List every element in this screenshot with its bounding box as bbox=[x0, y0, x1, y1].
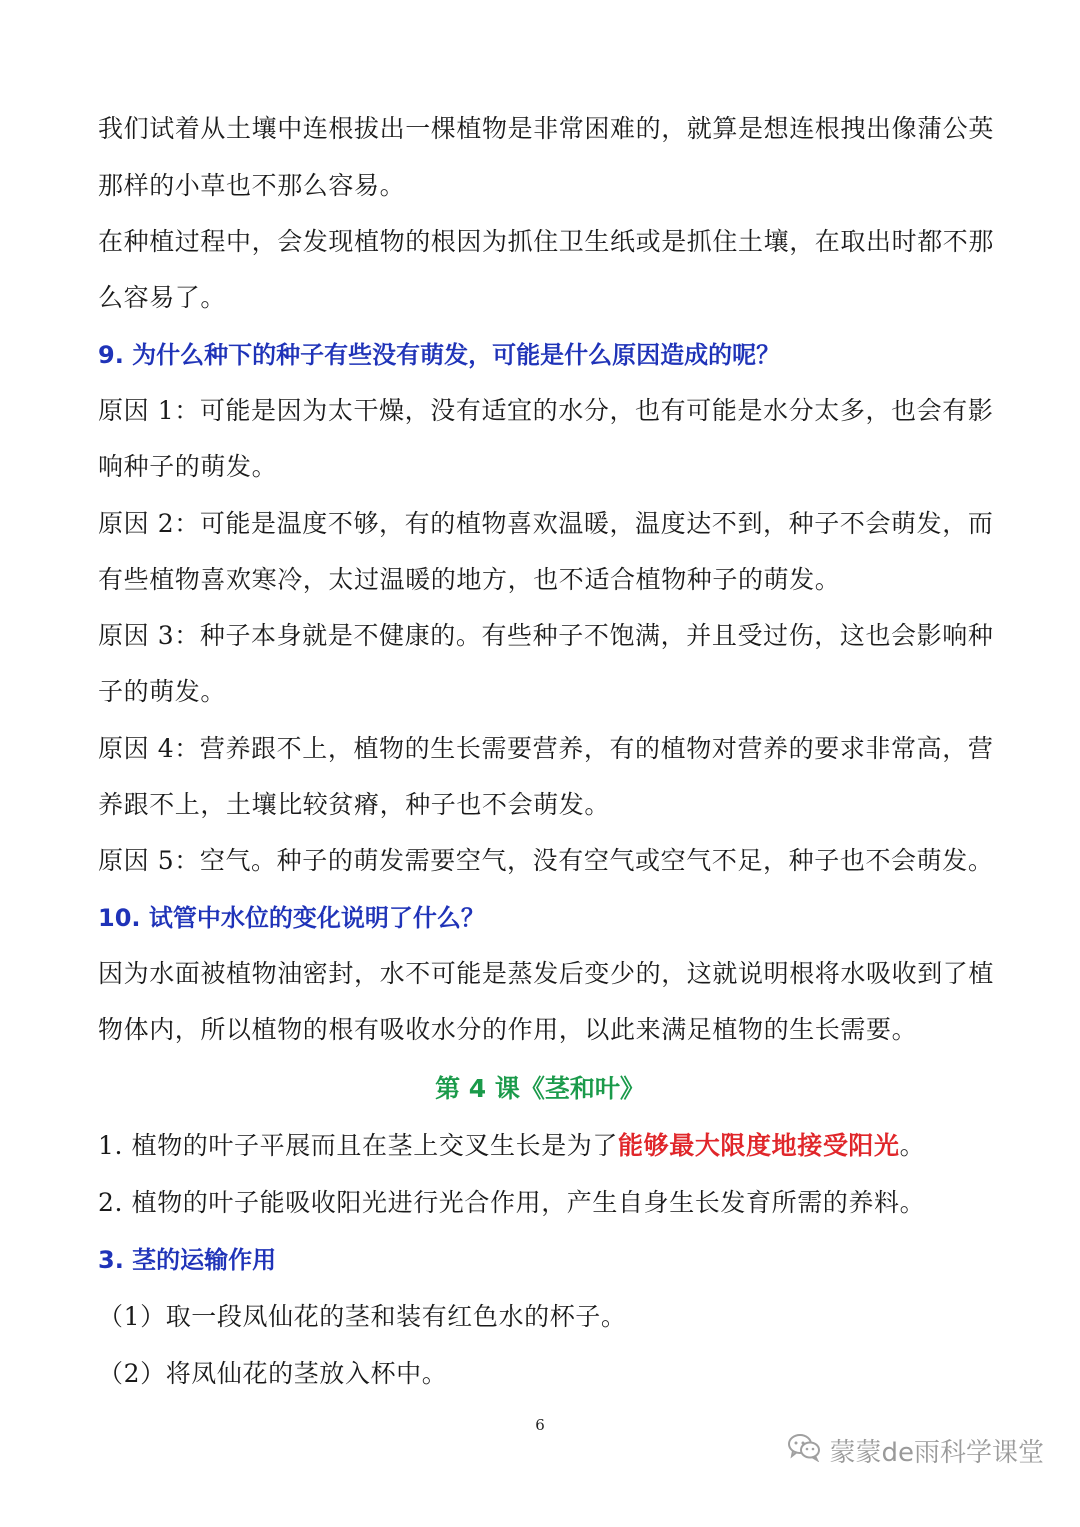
page-number: 6 bbox=[535, 1416, 545, 1434]
reason-3-line: 子的萌发。 bbox=[98, 677, 227, 706]
reason-4-line: 原因 4：营养跟不上，植物的生长需要营养，有的植物对营养的要求非常高，营 bbox=[98, 734, 994, 763]
question-9-heading: 9. 为什么种下的种子有些没有萌发，可能是什么原因造成的呢？ bbox=[98, 341, 781, 369]
item-1-highlight: 能够最大限度地接受阳光 bbox=[618, 1131, 900, 1160]
answer-10-line: 物体内，所以植物的根有吸收水分的作用，以此来满足植物的生长需要。 bbox=[98, 1015, 918, 1044]
lesson-4-item-1 bbox=[98, 1131, 988, 1161]
lesson-4-item-2: 2. 植物的叶子能吸收阳光进行光合作用，产生自身生长发育所需的养料。 bbox=[98, 1188, 926, 1217]
watermark-text: 蒙蒙de雨科学课堂 bbox=[829, 1437, 1044, 1468]
watermark bbox=[787, 1430, 1044, 1470]
paragraph-line: 在种植过程中，会发现植物的根因为抓住卫生纸或是抓住土壤，在取出时都不那 bbox=[98, 227, 995, 256]
reason-1-line: 响种子的萌发。 bbox=[98, 452, 278, 481]
wechat-icon bbox=[787, 1432, 821, 1469]
paragraph-line: 么容易了。 bbox=[98, 283, 227, 312]
question-10-heading: 10. 试管中水位的变化说明了什么？ bbox=[98, 904, 485, 932]
lesson-4-item-3-heading: 3. 茎的运输作用 bbox=[98, 1246, 277, 1274]
reason-1-line: 原因 1：可能是因为太干燥，没有适宜的水分，也有可能是水分太多，也会有影 bbox=[98, 396, 994, 425]
experiment-step-2: （2）将凤仙花的茎放入杯中。 bbox=[98, 1359, 448, 1388]
experiment-step-1: （1）取一段凤仙花的茎和装有红色水的杯子。 bbox=[98, 1302, 627, 1331]
paragraph-line: 那样的小草也不那么容易。 bbox=[98, 171, 406, 200]
answer-10-line: 因为水面被植物油密封，水不可能是蒸发后变少的，这就说明根将水吸收到了植 bbox=[98, 959, 995, 988]
reason-2-line: 原因 2：可能是温度不够，有的植物喜欢温暖，温度达不到，种子不会萌发，而 bbox=[98, 509, 994, 538]
lesson-4-title: 第 4 课《茎和叶》 bbox=[435, 1074, 645, 1103]
reason-4-line: 养跟不上，土壤比较贫瘠，种子也不会萌发。 bbox=[98, 790, 611, 819]
item-1-suffix: 。 bbox=[899, 1131, 926, 1160]
reason-2-line: 有些植物喜欢寒冷，太过温暖的地方，也不适合植物种子的萌发。 bbox=[98, 565, 841, 594]
reason-3-line: 原因 3：种子本身就是不健康的。有些种子不饱满，并且受过伤，这也会影响种 bbox=[98, 621, 994, 650]
item-1-prefix: 1. 植物的叶子平展而且在茎上交叉生长是为了 bbox=[98, 1131, 619, 1160]
paragraph-line: 我们试着从土壤中连根拔出一棵植物是非常困难的，就算是想连根拽出像蒲公英 bbox=[98, 114, 995, 143]
reason-5-line: 原因 5：空气。种子的萌发需要空气，没有空气或空气不足，种子也不会萌发。 bbox=[98, 846, 994, 875]
